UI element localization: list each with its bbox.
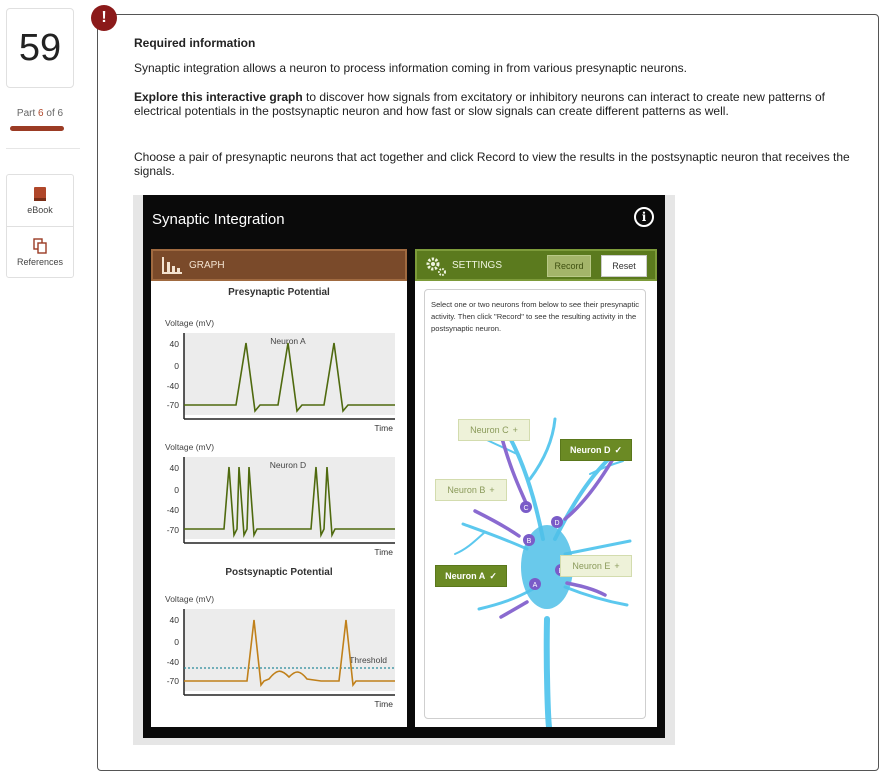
y-tick-label: 0 (174, 361, 179, 371)
intro-text: Synaptic integration allows a neuron to process information coming in from various presynaptic neurons. (134, 61, 687, 75)
explore-rest: to discover how signals from excitatory or inhibitory neurons can interact to create new patterns of electrical potentials in the postsynaptic neuron and how fast or slow signals can create different patterns as well. (134, 90, 825, 118)
references-button[interactable] (7, 226, 73, 277)
y-tick-label: 40 (169, 615, 179, 625)
y-tick-label: -70 (166, 676, 179, 686)
x-axis-label: Time (374, 699, 393, 709)
copy-icon (33, 238, 47, 254)
postsynaptic-title: Postsynaptic Potential (225, 567, 333, 578)
reset-button[interactable]: Reset (601, 255, 647, 277)
settings-header-label: SETTINGS (452, 260, 503, 271)
bar-chart-icon (161, 256, 183, 276)
explore-link-text: Explore this interactive graph (134, 90, 303, 104)
record-button[interactable]: Record (547, 255, 591, 277)
explore-text (134, 90, 854, 118)
plus-icon: + (512, 425, 518, 435)
neuron-e-label: Neuron E (572, 561, 611, 571)
check-icon: ✓ (489, 570, 497, 581)
plus-icon: + (489, 485, 495, 495)
synapse-label-c: C (523, 505, 529, 512)
neuron-c-button[interactable] (458, 419, 530, 441)
settings-panel (415, 249, 657, 727)
y-axis-label: Voltage (mV) (165, 594, 215, 604)
part-current: 6 (38, 108, 44, 119)
presynaptic-title: Presynaptic Potential (228, 287, 330, 298)
neuron-b-button[interactable] (435, 479, 507, 501)
x-axis-label: Time (374, 547, 393, 557)
ebook-button[interactable] (7, 175, 73, 226)
trace-label-neuron-d: Neuron D (269, 460, 307, 470)
neuron-a-label: Neuron A (445, 571, 486, 581)
part-prefix: Part (16, 108, 39, 119)
graph-header (151, 249, 407, 281)
y-tick-label: -40 (166, 657, 179, 667)
y-tick-label: 0 (174, 485, 179, 495)
y-axis-label: Voltage (mV) (165, 318, 215, 328)
y-tick-label: 40 (169, 339, 179, 349)
graph-header-label: GRAPH (189, 260, 225, 271)
threshold-label: Threshold (349, 655, 387, 665)
alert-icon: ! (91, 5, 117, 31)
trace-label-neuron-a: Neuron A (270, 336, 306, 346)
neuron-d-label: Neuron D (569, 445, 611, 455)
neuron-b-label: Neuron B (447, 485, 486, 495)
synapse-label-b: B (526, 538, 532, 545)
x-axis-label: Time (374, 423, 393, 433)
references-label: References (16, 256, 64, 267)
y-tick-label: -70 (166, 400, 179, 410)
neuron-e-button[interactable] (560, 555, 632, 577)
synapse-label-a: A (532, 582, 538, 589)
resource-buttons (6, 174, 74, 278)
ebook-label: eBook (27, 205, 53, 215)
y-tick-label: 0 (174, 637, 179, 647)
info-icon[interactable]: i (634, 207, 654, 227)
choose-text: Choose a pair of presynaptic neurons that act together and click Record to view the results in the postsynaptic neuron that receives the signals. (134, 150, 850, 178)
question-number: 59 (6, 8, 74, 88)
y-tick-label: 40 (169, 463, 179, 473)
part-suffix: of 6 (43, 108, 64, 119)
neuron-d-button[interactable] (560, 439, 632, 461)
neuron-a-button[interactable] (435, 565, 507, 587)
graph-panel (151, 249, 407, 727)
graph-area (151, 281, 407, 727)
book-icon (33, 186, 47, 202)
plus-icon: + (614, 561, 620, 571)
y-axis-label: Voltage (mV) (165, 442, 215, 452)
plot-background (184, 609, 395, 691)
part-indicator (6, 108, 74, 119)
y-tick-label: -40 (166, 381, 179, 391)
rail-divider (6, 148, 80, 149)
neuron-c-label: Neuron C (470, 425, 509, 435)
y-tick-label: -70 (166, 525, 179, 535)
widget-title: Synaptic Integration (152, 211, 285, 228)
required-information-heading: Required information (134, 36, 256, 50)
synaptic-integration-widget (143, 195, 665, 738)
check-icon: ✓ (614, 444, 623, 455)
synapse-label-d: D (554, 520, 560, 527)
settings-instructions: Select one or two neurons from below to see their presynaptic activity. Then click "Record" to see the resulting activity in the postsynaptic neuron. (431, 300, 640, 333)
part-progress-bar (10, 126, 64, 131)
y-tick-label: -40 (166, 505, 179, 515)
